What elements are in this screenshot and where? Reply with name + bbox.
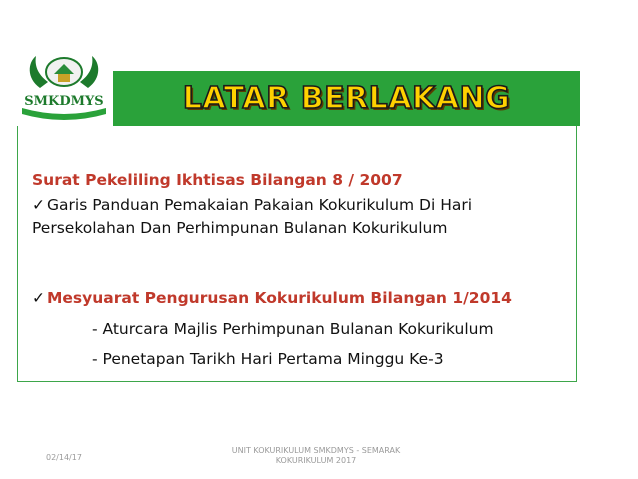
meeting-item	[32, 289, 512, 307]
logo-text: SMKDMYS	[24, 94, 104, 109]
checkmark-icon	[32, 289, 47, 307]
meeting-subitem-2: - Penetapan Tarikh Hari Pertama Minggu Ke-3	[92, 350, 444, 368]
checkmark-icon	[32, 196, 47, 214]
footer-caption	[218, 446, 414, 466]
guideline-item	[32, 196, 472, 214]
school-logo	[18, 48, 110, 126]
footer-caption-line2: KOKURIKULUM 2017	[275, 456, 357, 465]
content-panel	[17, 126, 577, 382]
title-banner	[113, 71, 580, 126]
footer-caption-line1: UNIT KOKURIKULUM SMKDMYS - SEMARAK	[231, 446, 401, 455]
guideline-text-line1: Garis Panduan Pemakaian Pakaian Kokurikulum Di Hari	[47, 196, 473, 214]
page-title: LATAR BERLAKANG	[182, 81, 511, 116]
circular-reference: Surat Pekeliling Ikhtisas Bilangan 8 / 2007	[32, 171, 403, 189]
meeting-title: Mesyuarat Pengurusan Kokurikulum Bilangan 1/2014	[47, 289, 512, 307]
footer-date: 02/14/17	[46, 453, 82, 462]
guideline-text-line2: Persekolahan Dan Perhimpunan Bulanan Kokurikulum	[32, 219, 448, 237]
meeting-subitem-1: - Aturcara Majlis Perhimpunan Bulanan Kokurikulum	[92, 320, 494, 338]
